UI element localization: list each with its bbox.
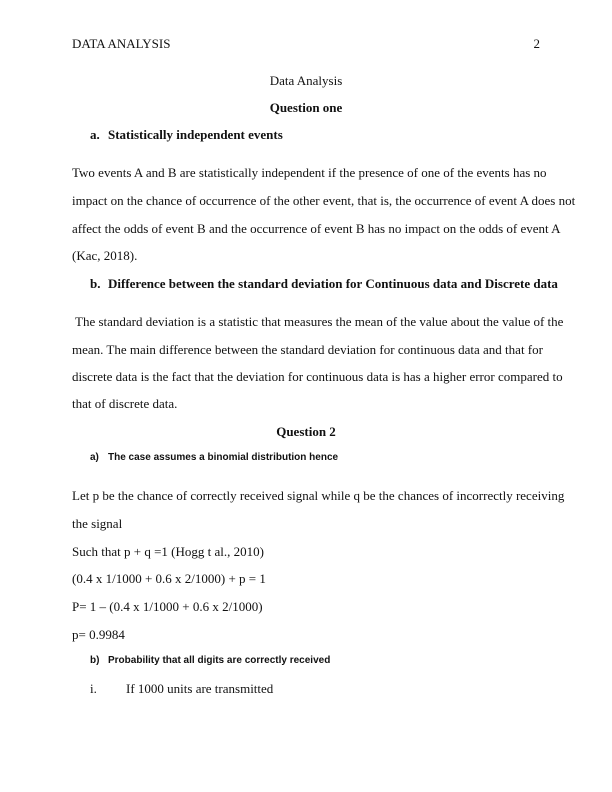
page-number: 2 xyxy=(533,36,540,51)
q1b-paragraph-line: mean. The main difference between the standard deviation for continuous data and that for xyxy=(72,342,543,357)
q2a-heading: The case assumes a binomial distribution hence xyxy=(108,452,339,463)
q1a-paragraph-line: affect the odds of event B and the occurrence of event B has no impact on the odds of event A xyxy=(72,221,561,236)
q1a-paragraph-line: impact on the chance of occurrence of the other event, that is, the occurrence of event A does not xyxy=(72,193,576,208)
document-title: Data Analysis xyxy=(269,73,343,88)
q2a-paragraph-line: Let p be the chance of correctly received signal while q be the chances of incorrectly receiving xyxy=(72,488,565,503)
running-header-title: DATA ANALYSIS xyxy=(72,36,171,51)
q2a-paragraph-line: Such that p + q =1 (Hogg t al., 2010) xyxy=(72,544,264,559)
q1b-paragraph-line: discrete data is the fact that the deviation for continuous data is has a higher error compared to xyxy=(72,369,563,384)
q2a-paragraph-line: the signal xyxy=(72,516,123,531)
q2b-heading: Probability that all digits are correctly received xyxy=(108,655,331,666)
q1a-paragraph-line: (Kac, 2018). xyxy=(72,248,138,263)
q1a-heading: Statistically independent events xyxy=(108,127,283,142)
q1b-paragraph-line: that of discrete data. xyxy=(72,396,178,411)
q2a-paragraph-line: (0.4 x 1/1000 + 0.6 x 2/1000) + p = 1 xyxy=(72,571,266,586)
question-two-heading: Question 2 xyxy=(276,424,336,439)
q1b-paragraph-line: The standard deviation is a statistic that measures the mean of the value about the value of the xyxy=(72,314,564,329)
q1b-marker: b. xyxy=(90,276,101,291)
q1a-paragraph-line: Two events A and B are statistically independent if the presence of one of the events has no xyxy=(72,165,547,180)
q2b-marker: b) xyxy=(90,655,100,666)
q1b-heading: Difference between the standard deviation for Continuous data and Discrete data xyxy=(108,276,558,291)
question-one-heading: Question one xyxy=(269,100,343,115)
q1a-marker: a. xyxy=(90,127,100,142)
q2b-item-text: If 1000 units are transmitted xyxy=(126,681,274,696)
q2a-paragraph-line: p= 0.9984 xyxy=(72,627,125,642)
q2b-item-marker: i. xyxy=(90,681,97,696)
q2a-paragraph-line: P= 1 – (0.4 x 1/1000 + 0.6 x 2/1000) xyxy=(72,599,263,614)
q2a-marker: a) xyxy=(90,452,99,463)
